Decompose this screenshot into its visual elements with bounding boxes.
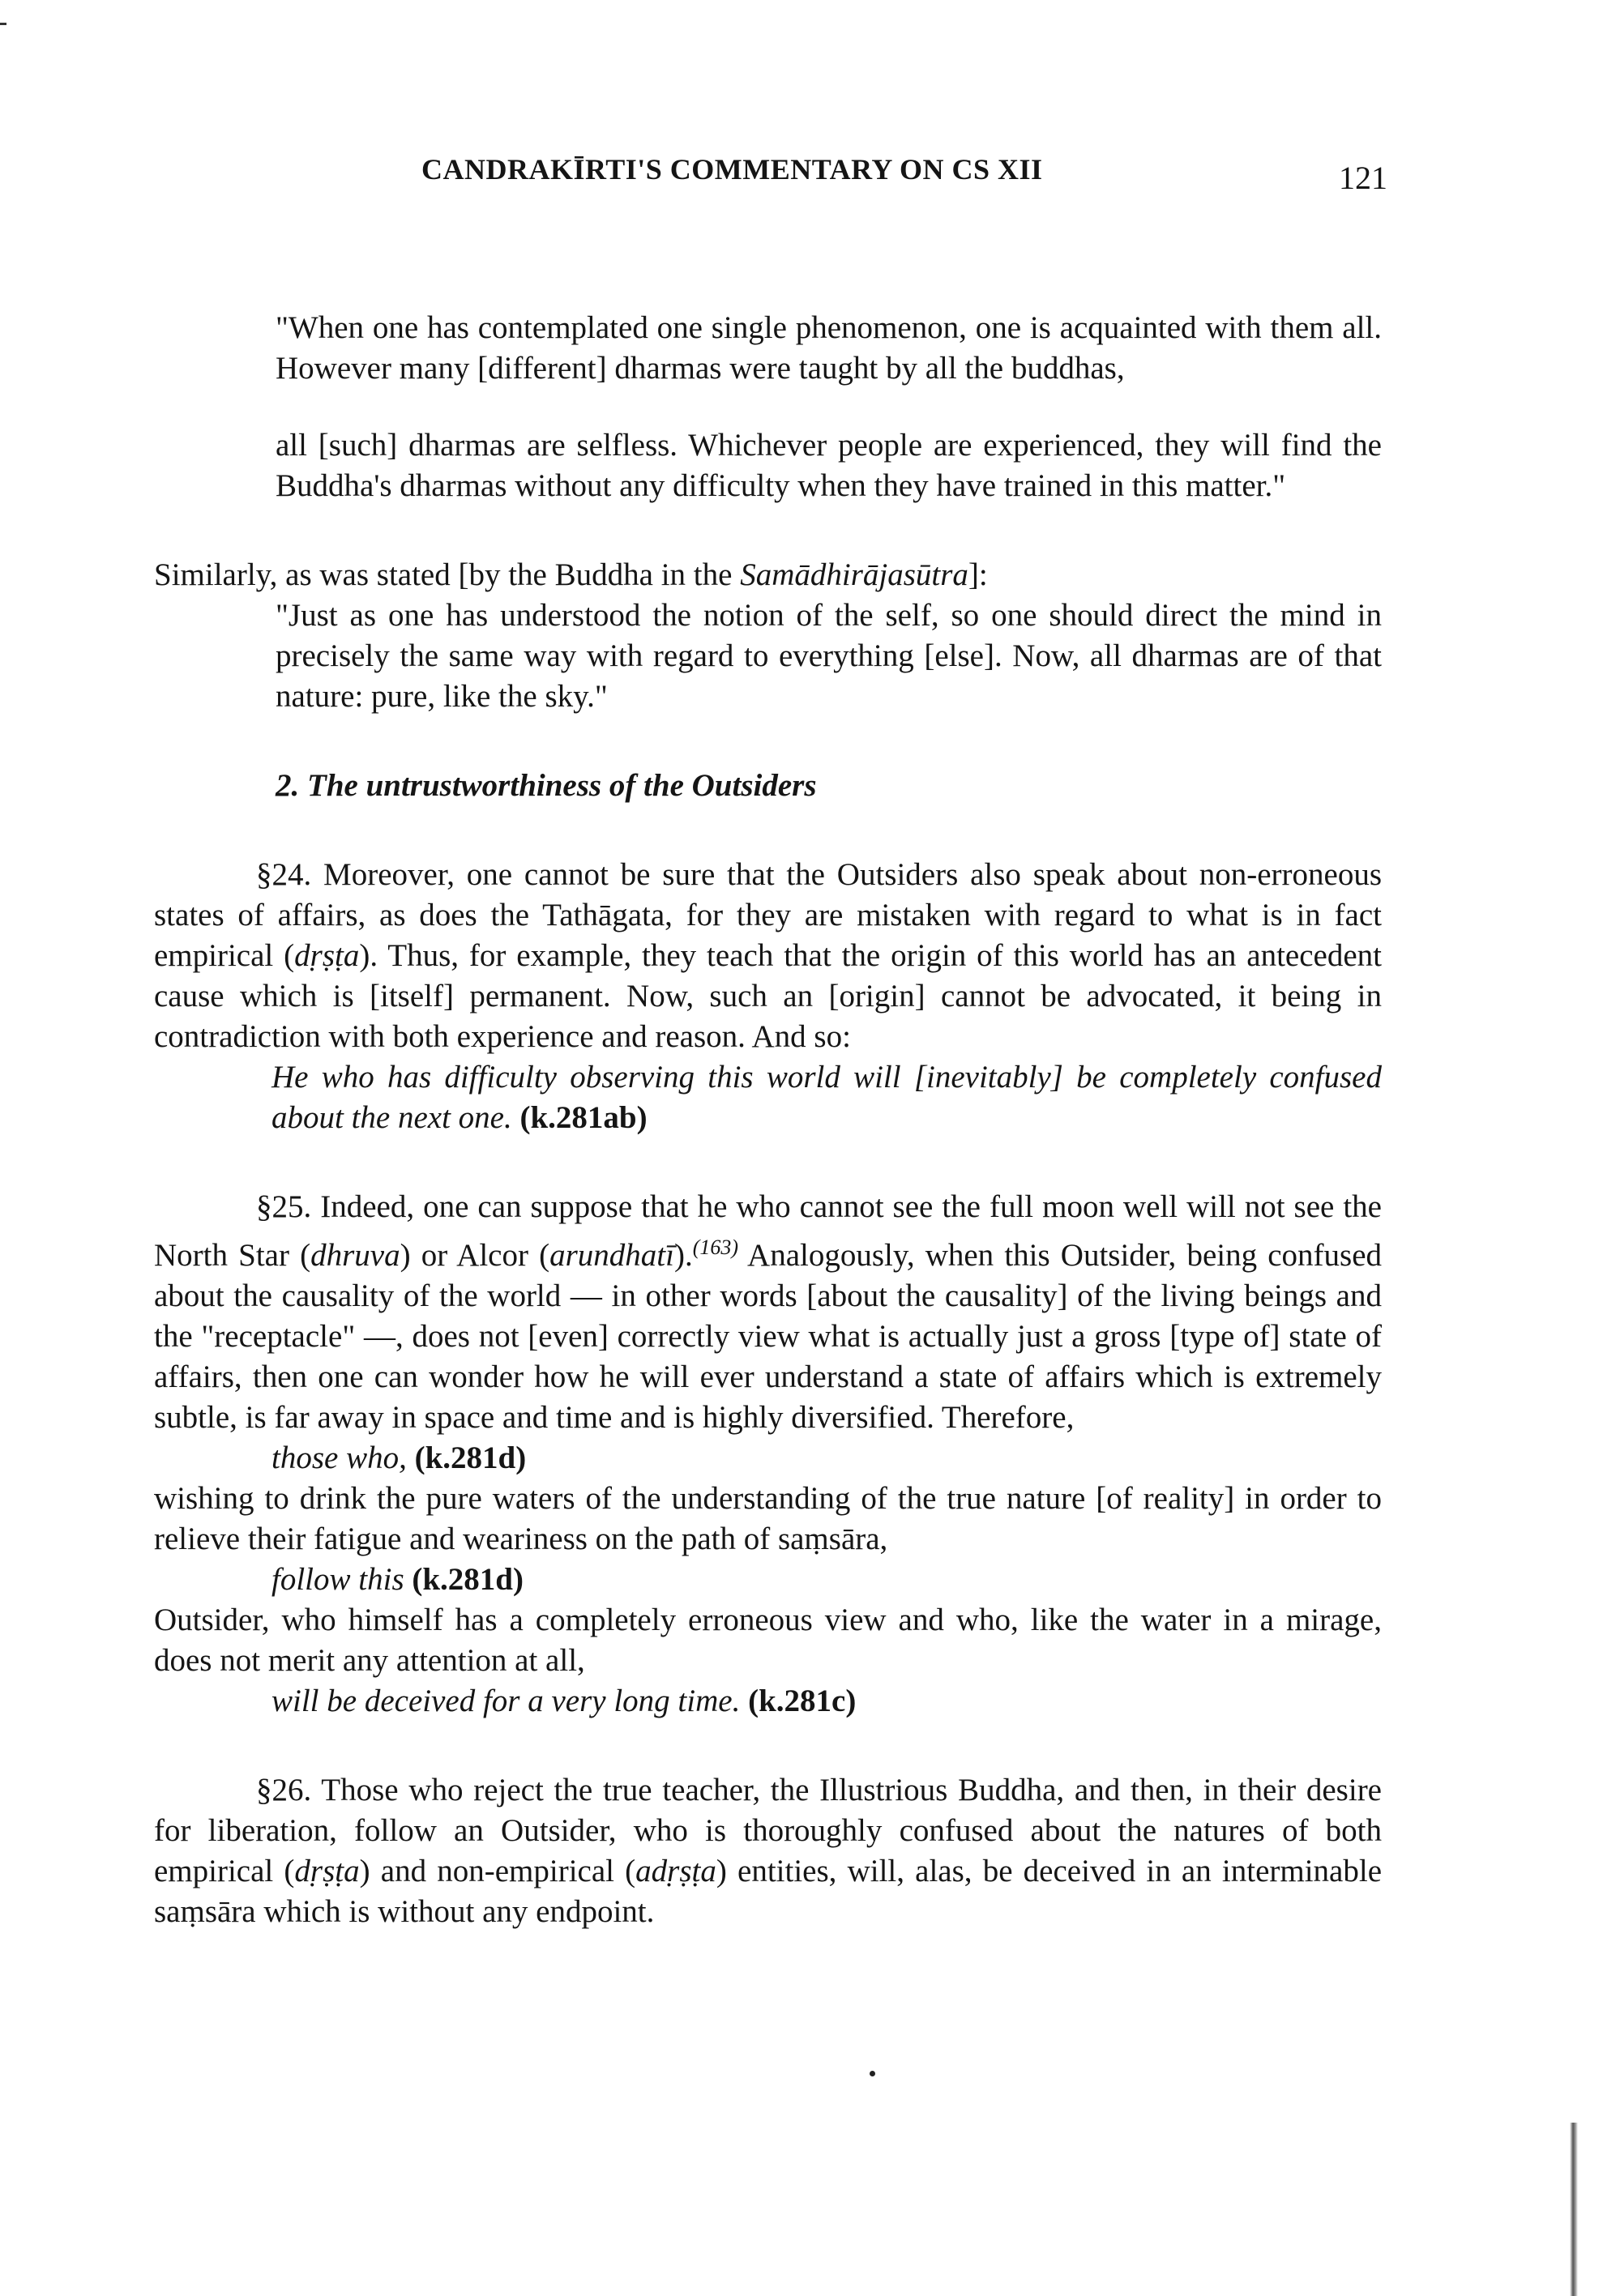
similarly-text-end: ]: [968, 557, 988, 592]
p26-text-b: ) and non-empirical ( [359, 1854, 636, 1888]
verse-text: those who, [271, 1440, 407, 1475]
verse-text: follow this [271, 1562, 404, 1597]
similarly-intro [154, 555, 1382, 595]
verse-text: will be deceived for a very long time. [271, 1684, 741, 1718]
footnote-ref: (163) [692, 1235, 739, 1259]
p25-text-b: ) or Alcor ( [400, 1238, 550, 1273]
source-title: Samādhirājasūtra [740, 557, 968, 592]
verse-281ab [271, 1057, 1382, 1138]
page-body [154, 308, 1382, 1932]
p25-term-1: dhruva [310, 1238, 400, 1273]
quote-1-part-1: "When one has contemplated one single phenomenon, one is acquainted with them all. However many [different] dharmas were taught by all the buddhas, [276, 310, 1382, 386]
p25-line-3: Outsider, who himself has a completely erroneous view and who, like the water in a mirage, does not merit any attention at all, [154, 1603, 1382, 1678]
verse-ref: (k.281ab) [519, 1100, 648, 1135]
p26-text-a: §26. Those who reject the true teacher, the Illustrious Buddha, and then, in their desire for liberation, follow an Outsider, who is thoroughly confused about the natures of both empirical ( [154, 1773, 1382, 1888]
quote-2: "Just as one has understood the notion of the self, so one should direct the mind in precisely the same way with regard to everything [else]. Now, all dharmas are of that nature: pure, like the sky." [276, 598, 1382, 714]
scan-edge-strip [1570, 2123, 1578, 2296]
paragraph-26 [154, 1770, 1382, 1932]
verse-281c [271, 1681, 1382, 1722]
p26-text-c: ) entities, will, alas, be deceived in an interminable saṃsāra which is without any endpoint. [154, 1854, 1382, 1929]
verse-281d-a [271, 1438, 1382, 1479]
end-dot [870, 2071, 875, 2076]
p24-term: dṛṣṭa [294, 938, 360, 973]
similarly-text: Similarly, as was stated [by the Buddha in the [154, 557, 741, 592]
verse-ref: (k.281c) [748, 1684, 857, 1718]
p26-term-1: dṛṣṭa [294, 1854, 360, 1888]
p25-term-2: arundhatī [549, 1238, 674, 1273]
p25-text-c: ). [673, 1238, 693, 1273]
scan-mark [0, 23, 6, 25]
quote-1-part-2: all [such] dharmas are selfless. Whichever people are experienced, they will find the Buddha's dharmas without any difficulty when they have trained in this matter." [276, 428, 1382, 503]
page-number: 121 [1339, 160, 1387, 196]
paragraph-25 [154, 1187, 1382, 1438]
verse-ref: (k.281d) [414, 1440, 527, 1475]
verse-281d-b [271, 1560, 1382, 1600]
section-heading: 2. The untrustworthiness of the Outsiders [276, 768, 817, 803]
p25-line-2: wishing to drink the pure waters of the understanding of the true nature [of reality] in order to relieve their fatigue and weariness on the path of saṃsāra, [154, 1481, 1382, 1556]
verse-ref: (k.281d) [412, 1562, 524, 1597]
running-header: CANDRAKĪRTI'S COMMENTARY ON CS XII [421, 153, 1043, 186]
p25-text-d: Analogously, when this Outsider, being confused about the causality of the world — in other words [about the causality] of the living beings and the "receptacle" —, does not [even] correctly view what is actually just a gross [type of] state of affairs, then one can wonder how he will ever understand a state of affairs which is extremely subtle, is far away in space and time and is highly diversified. Therefore, [154, 1238, 1383, 1435]
p24-text-b: ). Thus, for example, they teach that the origin of this world has an antecedent cause which is [itself] permanent. Now, such an [origin] cannot be advocated, it being in contradiction with both experience and reason. And so: [154, 938, 1382, 1054]
paragraph-24 [154, 855, 1382, 1057]
p24-text-a: §24. Moreover, one cannot be sure that the Outsiders also speak about non-erroneous states of affairs, as does the Tathāgata, for they are mistaken with regard to what is in fact empirical ( [154, 857, 1382, 973]
verse-text: He who has difficulty observing this world will [inevitably] be completely confused about the next one. [271, 1060, 1382, 1135]
p26-term-2: adṛṣṭa [635, 1854, 716, 1888]
p25-text-a: §25. Indeed, one can suppose that he who cannot see the full moon well will not see the North Star ( [154, 1189, 1382, 1273]
